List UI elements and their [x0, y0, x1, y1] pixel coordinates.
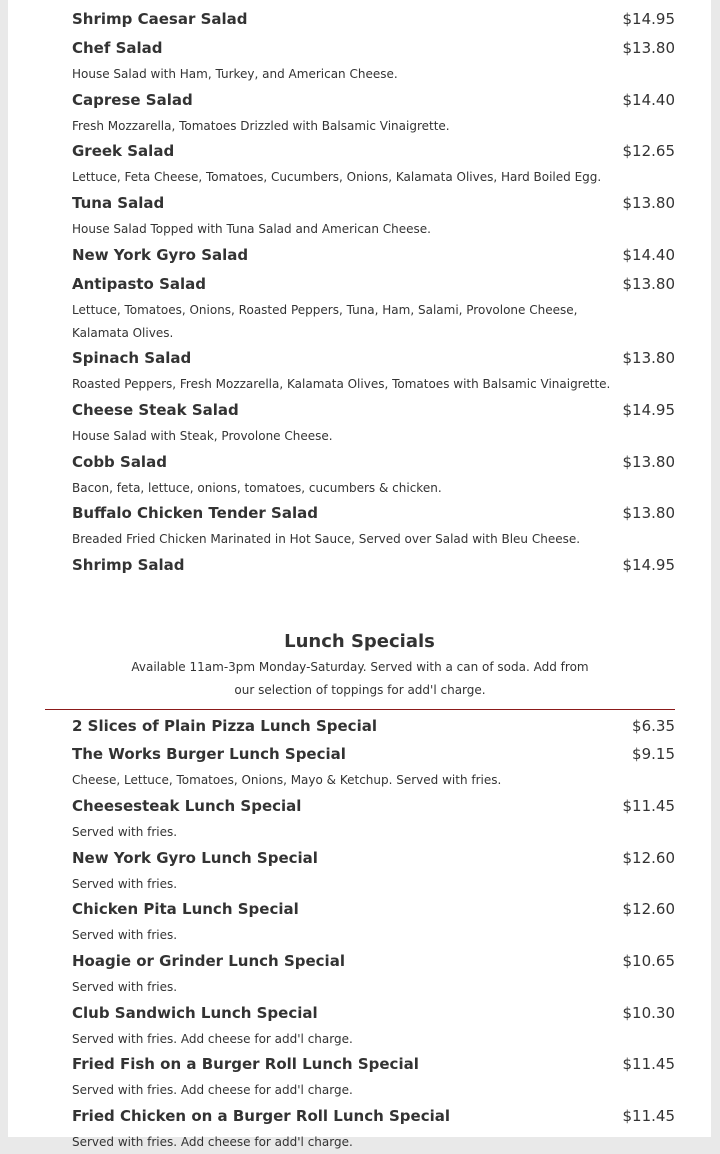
item-description: Served with fries. Add cheese for add'l charge.: [72, 1032, 353, 1046]
item-description: Roasted Peppers, Fresh Mozzarella, Kalamata Olives, Tomatoes with Balsamic Vinaigrette.: [72, 377, 611, 391]
item-price: $14.40: [622, 91, 675, 109]
item-name: The Works Burger Lunch Special: [72, 745, 346, 763]
item-description: Served with fries.: [72, 980, 178, 994]
item-name: New York Gyro Lunch Special: [72, 849, 318, 867]
item-price: $13.80: [622, 453, 675, 471]
item-name: Caprese Salad: [72, 91, 193, 109]
item-name: Chef Salad: [72, 39, 163, 57]
item-name: Greek Salad: [72, 142, 175, 160]
item-name: Fried Fish on a Burger Roll Lunch Special: [72, 1055, 419, 1073]
item-description: Served with fries.: [72, 928, 178, 942]
item-name: Antipasto Salad: [72, 275, 207, 293]
item-description: Fresh Mozzarella, Tomatoes Drizzled with Balsamic Vinaigrette.: [72, 119, 450, 133]
item-description: Served with fries.: [72, 825, 178, 839]
item-name: Cheese Steak Salad: [72, 401, 239, 419]
item-name: Tuna Salad: [72, 194, 165, 212]
item-description: Cheese, Lettuce, Tomatoes, Onions, Mayo & Ketchup. Served with fries.: [72, 773, 502, 787]
item-name: Shrimp Salad: [72, 556, 185, 574]
item-price: $11.45: [622, 797, 675, 815]
item-price: $10.65: [622, 952, 675, 970]
menu-page: [8, 0, 711, 1149]
item-price: $6.35: [632, 717, 675, 735]
item-name: Club Sandwich Lunch Special: [72, 1004, 318, 1022]
item-price: $10.30: [622, 1004, 675, 1022]
item-price: $13.80: [622, 504, 675, 522]
item-name: Shrimp Caesar Salad: [72, 10, 248, 28]
item-price: $14.95: [622, 556, 675, 574]
item-price: $13.80: [622, 194, 675, 212]
item-name: Fried Chicken on a Burger Roll Lunch Special: [72, 1107, 450, 1125]
item-description: Lettuce, Feta Cheese, Tomatoes, Cucumbers, Onions, Kalamata Olives, Hard Boiled Egg.: [72, 170, 602, 184]
item-price: $13.80: [622, 39, 675, 57]
item-description: Served with fries. Add cheese for add'l charge.: [72, 1083, 353, 1097]
section-divider: [45, 709, 675, 710]
item-description: Served with fries. Add cheese for add'l charge.: [72, 1135, 353, 1149]
item-name: Cobb Salad: [72, 453, 167, 471]
item-price: $14.95: [622, 10, 675, 28]
item-price: $12.60: [622, 900, 675, 918]
item-price: $14.40: [622, 246, 675, 264]
item-price: $9.15: [632, 745, 675, 763]
item-name: Chicken Pita Lunch Special: [72, 900, 299, 918]
item-price: $11.45: [622, 1107, 675, 1125]
item-description: House Salad with Steak, Provolone Cheese.: [72, 429, 333, 443]
item-price: $13.80: [622, 275, 675, 293]
item-description: Bacon, feta, lettuce, onions, tomatoes, cucumbers & chicken.: [72, 481, 442, 495]
item-price: $12.60: [622, 849, 675, 867]
item-name: Cheesesteak Lunch Special: [72, 797, 302, 815]
item-description: Served with fries.: [72, 877, 178, 891]
section-title: Lunch Specials: [284, 631, 435, 652]
item-name: Hoagie or Grinder Lunch Special: [72, 952, 345, 970]
item-price: $14.95: [622, 401, 675, 419]
item-name: Buffalo Chicken Tender Salad: [72, 504, 318, 522]
item-name: 2 Slices of Plain Pizza Lunch Special: [72, 717, 377, 735]
item-description: House Salad Topped with Tuna Salad and American Cheese.: [72, 222, 431, 236]
item-price: $12.65: [622, 142, 675, 160]
item-name: New York Gyro Salad: [72, 246, 249, 264]
item-description: Lettuce, Tomatoes, Onions, Roasted Peppers, Tuna, Ham, Salami, Provolone Cheese, Kalamata Olives.: [72, 303, 578, 340]
item-price: $13.80: [622, 349, 675, 367]
item-description: House Salad with Ham, Turkey, and American Cheese.: [72, 67, 398, 81]
section-description: Available 11am-3pm Monday-Saturday. Served with a can of soda. Add from our selection of toppings for add'l charge.: [131, 660, 589, 697]
item-description: Breaded Fried Chicken Marinated in Hot Sauce, Served over Salad with Bleu Cheese.: [72, 532, 581, 546]
item-price: $11.45: [622, 1055, 675, 1073]
item-name: Spinach Salad: [72, 349, 192, 367]
